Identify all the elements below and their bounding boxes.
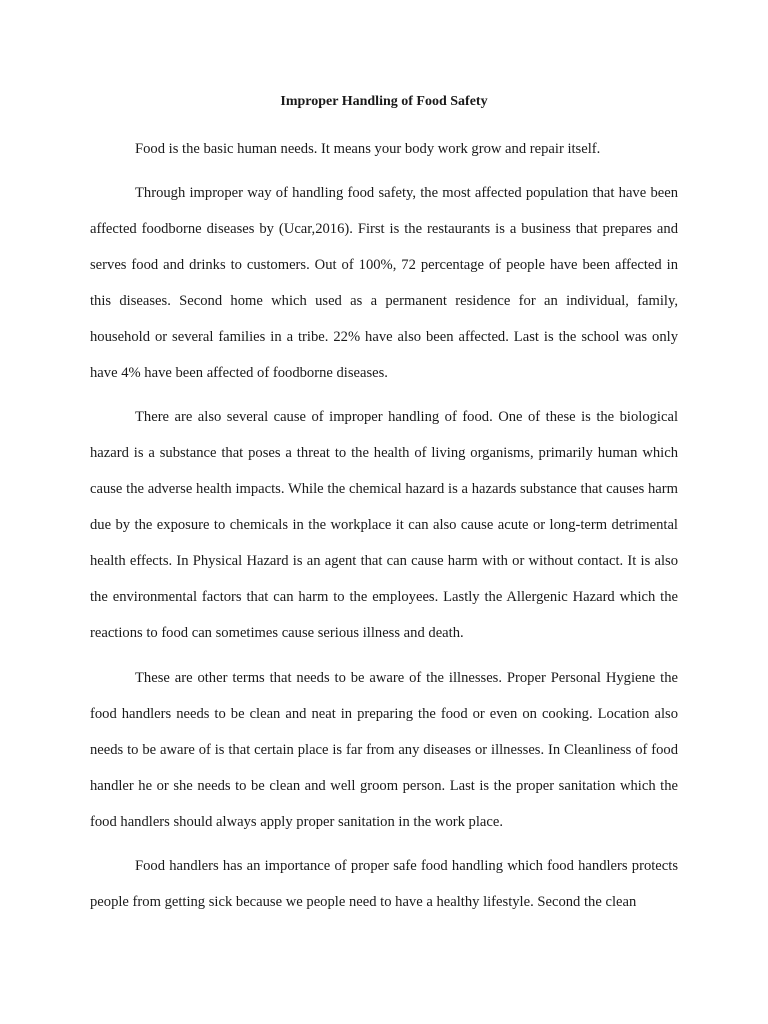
paragraph-intro: Food is the basic human needs. It means your body work grow and repair itself. xyxy=(135,141,601,157)
paragraph-importance: Food handlers has an importance of proper safe food handling which food handlers protects people from getting sick because we people need to have a healthy lifestyle. Second the clean xyxy=(90,858,678,910)
paragraph-hazard-causes: There are also several cause of improper handling of food. One of these is the biological hazard is a substance that poses a threat to the health of living organisms, primarily human which cause the adverse health impacts. While the chemical hazard is a hazards substance that causes harm due by the exposure to chemicals in the workplace it can also cause acute or long-term detrimental health effects. In Physical Hazard is an agent that can cause harm with or without contact. It is also the environmental factors that can harm to the employees. Lastly the Allergenic Hazard which the reactions to food can sometimes cause serious illness and death. xyxy=(90,409,678,641)
paragraph-affected-population: Through improper way of handling food safety, the most affected population that have been affected foodborne diseases by (Ucar,2016). First is the restaurants is a business that prepares and serves food and drinks to customers. Out of 100%, 72 percentage of people have been affected in this diseases. Second home which used as a permanent residence for an individual, family, household or several families in a tribe. 22% have also been affected. Last is the school was only have 4% have been affected of foodborne diseases. xyxy=(90,185,678,381)
paragraph-awareness-terms: These are other terms that needs to be aware of the illnesses. Proper Personal Hygiene the food handlers needs to be clean and neat in preparing the food or even on cooking. Location also needs to be aware of is that certain place is far from any diseases or illnesses. In Cleanliness of food handler he or she needs to be clean and well groom person. Last is the proper sanitation which the food handlers should always apply proper sanitation in the work place. xyxy=(90,670,678,830)
document-title: Improper Handling of Food Safety xyxy=(280,94,488,109)
